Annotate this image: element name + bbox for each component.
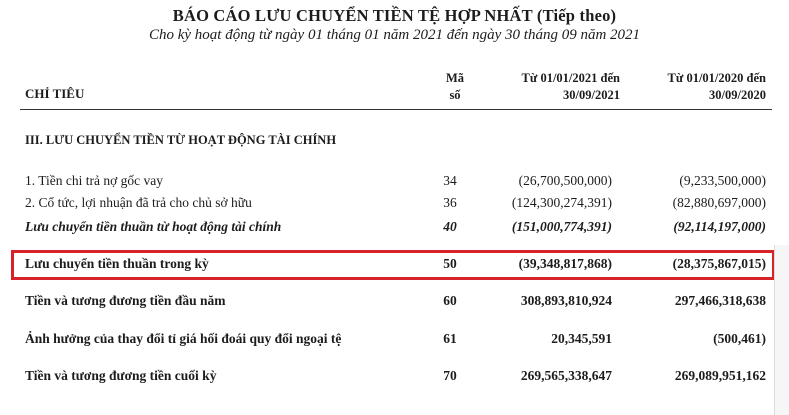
table-row — [0, 293, 789, 313]
row-value-2020: (28,375,867,015) — [672, 256, 766, 271]
row-label: Lưu chuyển tiền thuần từ hoạt động tài chính — [25, 219, 282, 234]
table-row-highlighted — [0, 256, 789, 276]
row-value-2020: (92,114,197,000) — [673, 219, 766, 234]
row-label: Ảnh hưởng của thay đổi tỉ giá hối đoái quy đổi ngoại tệ — [25, 331, 342, 346]
header-period-2021 — [470, 70, 620, 104]
header-period-2020 — [620, 70, 766, 104]
row-value-2021: 20,345,591 — [551, 331, 612, 346]
row-label: Lưu chuyển tiền thuần trong kỳ — [25, 256, 209, 271]
row-code: 36 — [443, 195, 457, 210]
row-label: Tiền và tương đương tiền cuối kỳ — [25, 368, 217, 383]
row-value-2021: (26,700,500,000) — [518, 173, 612, 188]
header-period-2021-line2: 30/09/2021 — [563, 88, 620, 102]
row-value-2021: (151,000,774,391) — [511, 219, 612, 234]
table-row — [0, 195, 789, 215]
row-code: 60 — [443, 293, 457, 308]
page-edge — [774, 245, 789, 415]
row-code: 34 — [443, 173, 457, 188]
row-label: 1. Tiền chi trả nợ gốc vay — [25, 173, 163, 188]
header-period-2020-line2: 30/09/2020 — [709, 88, 766, 102]
header-period-2021-line1: Từ 01/01/2021 đến — [521, 71, 620, 85]
row-value-2021: 269,565,338,647 — [520, 368, 612, 383]
header-code-line2: số — [449, 88, 461, 102]
header-divider — [20, 109, 772, 110]
report-title: BÁO CÁO LƯU CHUYỂN TIỀN TỆ HỢP NHẤT (Tiếp theo) — [172, 6, 617, 25]
row-code: 50 — [443, 256, 457, 271]
table-row-subtotal — [0, 219, 789, 239]
row-value-2021: (124,300,274,391) — [511, 195, 612, 210]
row-value-2020: (500,461) — [713, 331, 766, 346]
table-row — [0, 173, 789, 193]
row-label: 2. Cổ tức, lợi nhuận đã trả cho chủ sở hữu — [25, 195, 252, 210]
row-value-2021: (39,348,817,868) — [518, 256, 612, 271]
row-value-2021: 308,893,810,924 — [520, 293, 612, 308]
table-row — [0, 331, 789, 351]
header-period-2020-line1: Từ 01/01/2020 đến — [667, 71, 766, 85]
table-row — [0, 368, 789, 388]
header-code-line1: Mã — [445, 71, 465, 85]
row-code: 70 — [443, 368, 457, 383]
row-code: 40 — [443, 219, 457, 234]
report-subtitle: Cho kỳ hoạt động từ ngày 01 tháng 01 năm 2021 đến ngày 30 tháng 09 năm 2021 — [148, 27, 641, 43]
row-value-2020: 297,466,318,638 — [674, 293, 766, 308]
header-label: CHỈ TIÊU — [25, 86, 85, 101]
row-code: 61 — [443, 331, 457, 346]
row-value-2020: (82,880,697,000) — [672, 195, 766, 210]
row-value-2020: 269,089,951,162 — [674, 368, 766, 383]
section-title: III. LƯU CHUYỂN TIỀN TỪ HOẠT ĐỘNG TÀI CHÍNH — [25, 133, 337, 147]
row-label: Tiền và tương đương tiền đầu năm — [25, 293, 226, 308]
row-value-2020: (9,233,500,000) — [679, 173, 766, 188]
